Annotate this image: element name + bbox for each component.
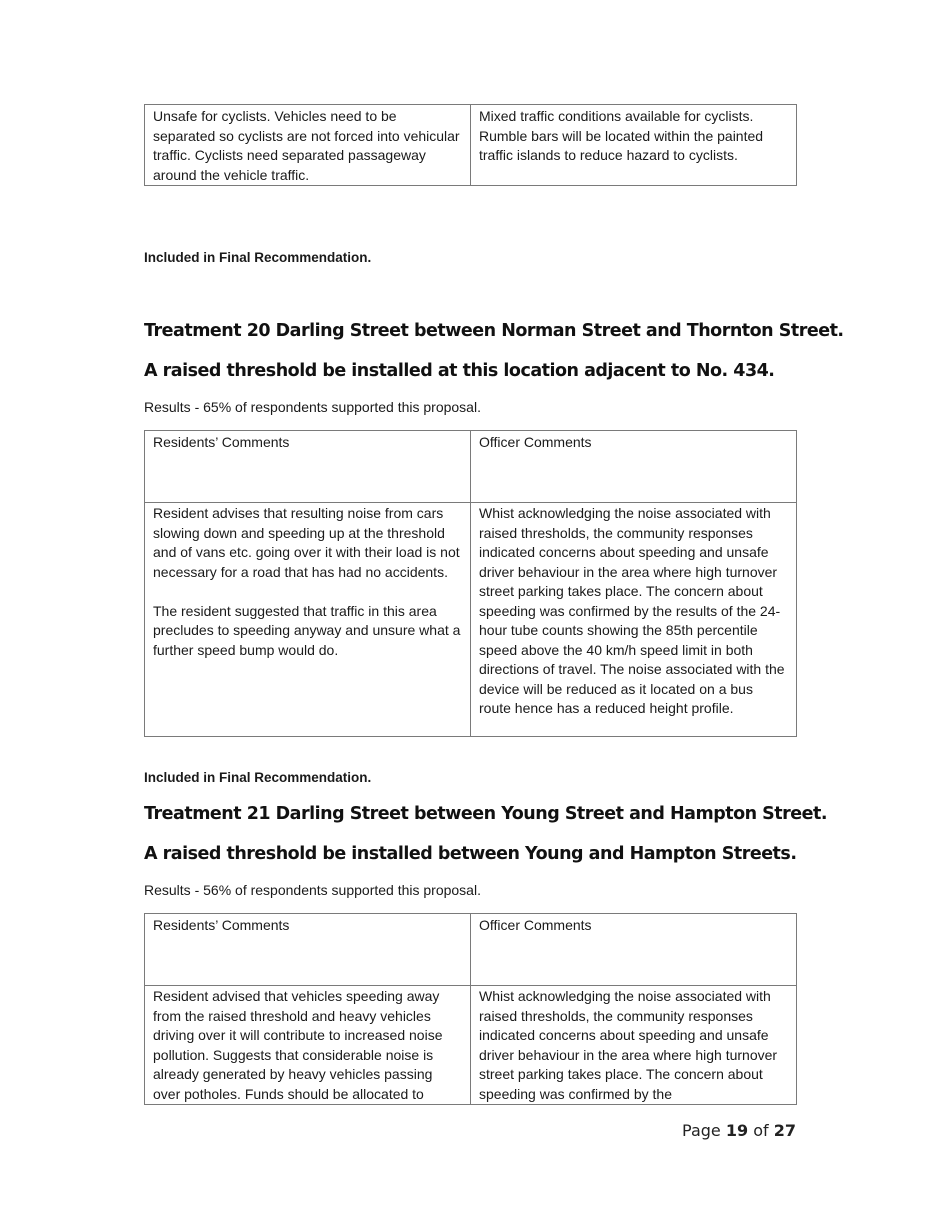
resident-comment-cell — [145, 986, 471, 1105]
resident-comment-text: Unsafe for cyclists. Vehicles need to be separated so cyclists are not forced into vehicular traffic. Cyclists need separated passageway around the vehicle traffic. — [153, 108, 460, 183]
officer-comment-text: Mixed traffic conditions available for cyclists. Rumble bars will be located within the painted traffic islands to reduce hazard to cyclists. — [479, 108, 764, 163]
header-residents — [145, 431, 471, 503]
header-officer-label: Officer Comments — [479, 917, 592, 933]
recommendation-note: Included in Final Recommendation. — [144, 770, 372, 785]
resident-comment-cell — [145, 105, 471, 186]
header-residents-label: Residents’ Comments — [153, 434, 290, 450]
officer-comment-cell — [471, 986, 797, 1105]
page-word: Page — [682, 1121, 721, 1140]
resident-comment-cell — [145, 503, 471, 737]
treatment-21-comments-table — [144, 913, 797, 1105]
resident-comment-text: Resident advises that resulting noise from cars slowing down and speeding up at the threshold and of vans etc. going over it with their load is not necessary for a road that has had no accidents. The resident suggested that traffic in this area precludes to speeding anyway and unsure what a further speed bump would do. — [153, 505, 461, 658]
treatment-21-subtitle: A raised threshold be installed between Young and Hampton Streets. — [144, 844, 797, 864]
header-residents — [145, 914, 471, 986]
header-officer — [471, 431, 797, 503]
page-number — [682, 1121, 796, 1140]
treatment-21-results: Results - 56% of respondents supported this proposal. — [144, 882, 481, 898]
recommendation-note: Included in Final Recommendation. — [144, 250, 372, 265]
treatment-20-comments-table — [144, 430, 797, 737]
resident-comment-text: Resident advised that vehicles speeding away from the raised threshold and heavy vehicles driving over it will contribute to increased noise pollution. Suggests that considerable noise is already generated by heavy vehicles passing over potholes. Funds should be allocated to — [153, 988, 443, 1102]
officer-comment-text: Whist acknowledging the noise associated with raised thresholds, the community responses indicated concerns about speeding and unsafe driver behaviour in the area where high turnover street parking takes place. The concern about speeding was confirmed by the — [479, 988, 778, 1102]
treatment-21-title: Treatment 21 Darling Street between Young Street and Hampton Street. — [144, 804, 828, 824]
officer-comment-cell — [471, 105, 797, 186]
of-word: of — [753, 1121, 769, 1140]
treatment-20-subtitle: A raised threshold be installed at this location adjacent to No. 434. — [144, 361, 775, 381]
officer-comment-cell — [471, 503, 797, 737]
header-officer-label: Officer Comments — [479, 434, 592, 450]
treatment-20-title: Treatment 20 Darling Street between Norman Street and Thornton Street. — [144, 321, 844, 341]
header-officer — [471, 914, 797, 986]
officer-comment-text: Whist acknowledging the noise associated with raised thresholds, the community responses indicated concerns about speeding and unsafe driver behaviour in the area where high turnover street parking takes place. The concern about speeding was confirmed by the results of the 24-hour tube counts showing the 85th percentile speed above the 40 km/h speed limit in both directions of travel. The noise associated with the device will be reduced as it located on a bus route hence has a reduced height profile. — [479, 505, 785, 716]
treatment-20-results: Results - 65% of respondents supported this proposal. — [144, 399, 481, 415]
cyclist-comments-table — [144, 104, 797, 186]
header-residents-label: Residents’ Comments — [153, 917, 290, 933]
total-pages: 27 — [773, 1121, 796, 1140]
current-page: 19 — [725, 1121, 749, 1140]
